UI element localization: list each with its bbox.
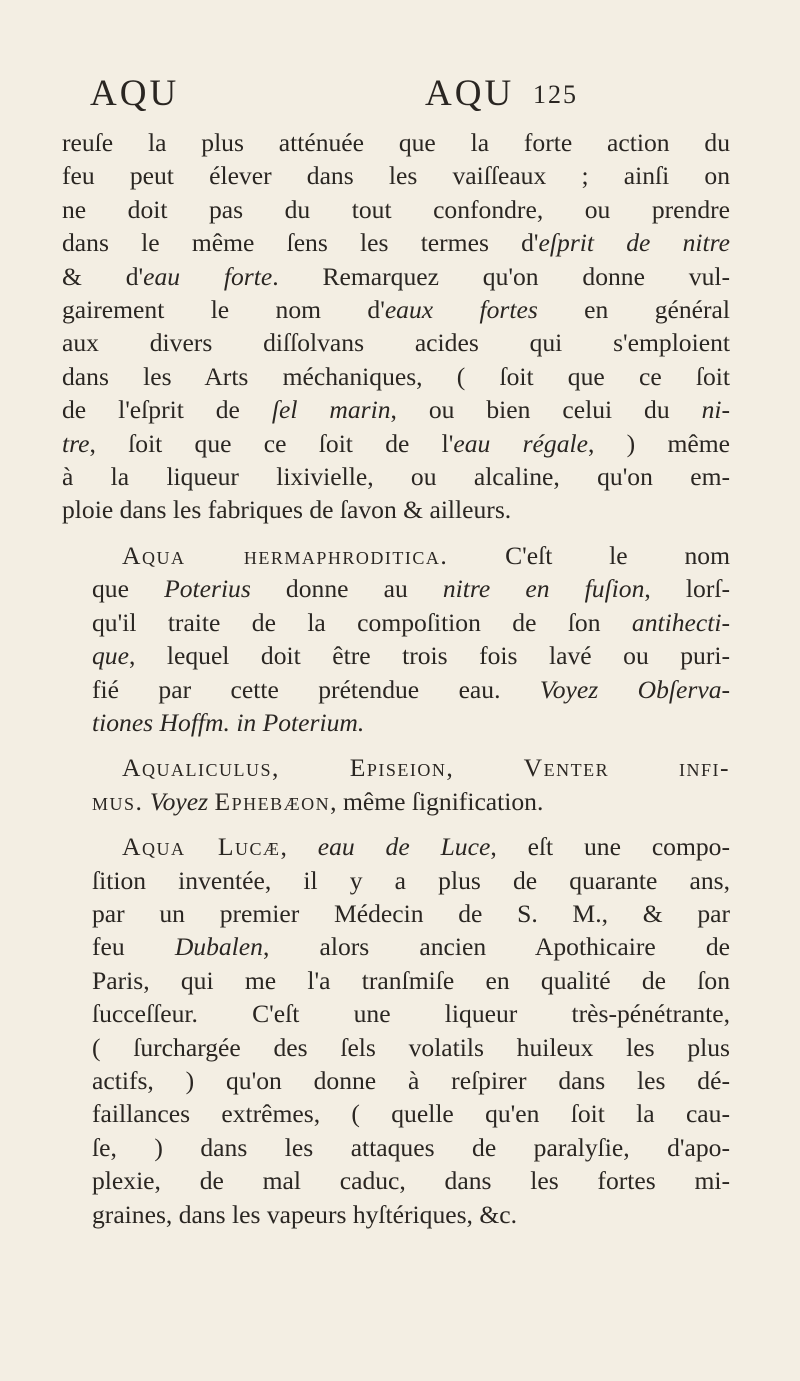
running-header (0, 72, 800, 112)
header-left-word: AQU (90, 73, 180, 114)
text-line: aux divers diſſolvans acides qui s'emploient (62, 328, 730, 358)
text-line: tiones Hoffm. in Poterium. (92, 707, 365, 737)
header-right-word: AQU (425, 73, 515, 114)
text-line: feu peut élever dans les vaiſſeaux ; ainſi on (62, 161, 730, 191)
text-line: gairement le nom d'eaux fortes en général (62, 295, 730, 325)
cross-reference: Ephebæon (214, 786, 331, 816)
text-line: & d'eau forte. Remarquez qu'on donne vul- (62, 261, 730, 291)
text-line: ploie dans les fabriques de ſavon & ailleurs. (62, 495, 512, 525)
entry-headword: Aqua hermaphroditica. (122, 540, 449, 570)
text-line: dans les Arts méchaniques, ( ſoit que ce ſoit (62, 361, 730, 391)
entry-aqua-hermaphroditica (62, 539, 730, 739)
text-line: à la liqueur lixivielle, ou alcaline, qu'on em- (62, 462, 730, 492)
text-line: ſucceſſeur. C'eſt une liqueur très-pénétrante, (92, 999, 730, 1029)
body-text (62, 126, 730, 1231)
text-line: mus. Voyez Ephebæon, même ſignification. (92, 786, 544, 816)
paragraph-continuation (62, 126, 730, 527)
text-line: reuſe la plus atténuée que la forte action du (62, 128, 730, 157)
text-line: actifs, ) qu'on donne à reſpirer dans les dé- (92, 1065, 730, 1095)
text-line: ſition inventée, il y a plus de quarante ans, (92, 865, 730, 895)
text-line: que Poterius donne au nitre en fuſion, lorſ- (92, 574, 730, 604)
text-line: fié par cette prétendue eau. Voyez Obſerva- (92, 674, 731, 704)
text-line: plexie, de mal caduc, dans les fortes mi- (92, 1166, 730, 1196)
text-line: Aqua Lucæ, eau de Luce, eſt une compo- (122, 832, 731, 862)
entry-headword: Aqualiculus, Episeion, Venter infi- (122, 753, 730, 783)
text-line: ( ſurchargée des ſels volatils huileux les plus (92, 1032, 730, 1062)
text-line (62, 751, 730, 784)
text-line: que, lequel doit être trois fois lavé ou puri- (92, 641, 730, 671)
page-number: 125 (533, 80, 578, 109)
text-line: feu Dubalen, alors ancien Apothicaire de (92, 932, 730, 962)
text-line: tre, ſoit que ce ſoit de l'eau régale, ) même (62, 428, 730, 458)
text-line: qu'il traite de la compoſition de ſon antihecti- (92, 607, 730, 637)
text-line: Paris, qui me l'a tranſmiſe en qualité de ſon (92, 965, 730, 995)
text-line: dans le même ſens les termes d'eſprit de nitre (62, 228, 730, 258)
entry-aqualiculus (62, 751, 730, 818)
text-line: de l'eſprit de ſel marin, ou bien celui du ni- (62, 395, 730, 425)
text-line: Aqua hermaphroditica. C'eſt le nom (122, 540, 730, 570)
entry-headword: Aqua Lucæ (122, 832, 281, 862)
text-line: ſe, ) dans les attaques de paralyſie, d'apo- (92, 1132, 730, 1162)
text-line: ne doit pas du tout confondre, ou prendre (62, 194, 730, 224)
text-line: faillances extrêmes, ( quelle qu'en ſoit la cau- (92, 1099, 730, 1129)
entry-aqua-lucae (62, 830, 730, 1231)
text-line: graines, dans les vapeurs hyſtériques, &c. (92, 1199, 518, 1229)
text-line: par un premier Médecin de S. M., & par (92, 898, 730, 928)
